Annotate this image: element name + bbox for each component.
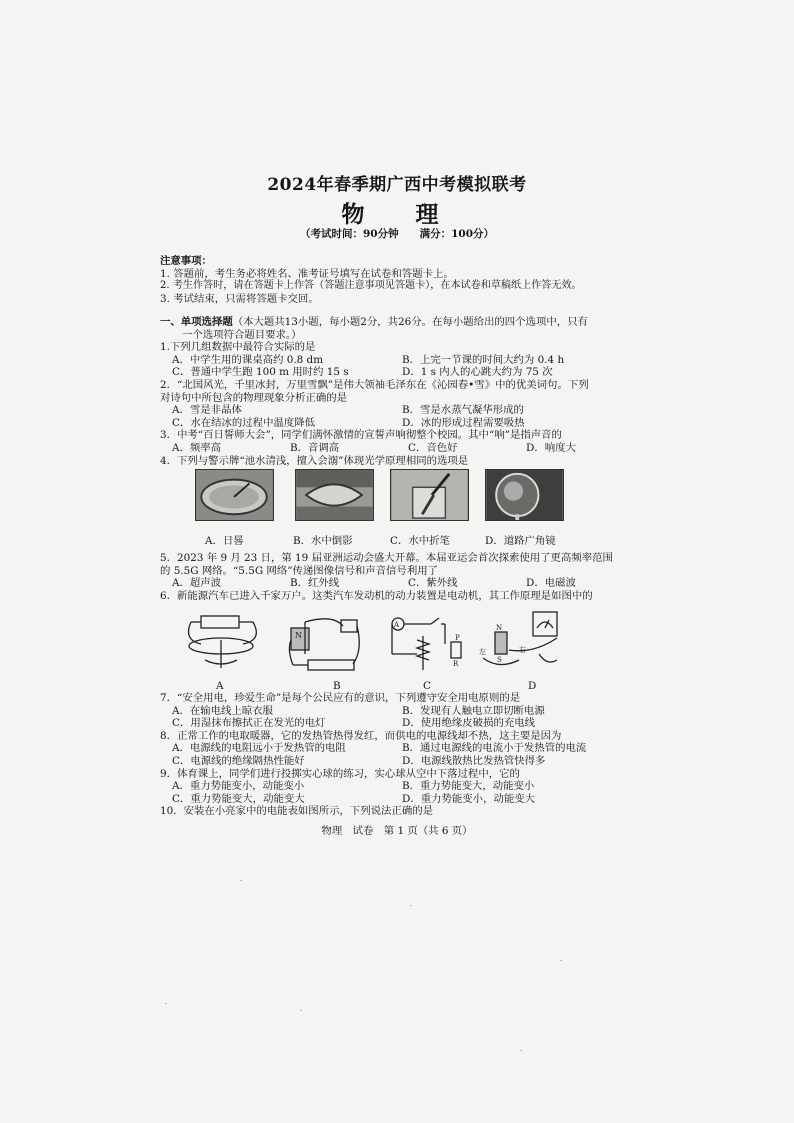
question-options bbox=[160, 742, 620, 767]
option: B．重力势能变大，动能变小 bbox=[402, 780, 535, 793]
q6-label-d: D bbox=[528, 680, 537, 692]
diagram-d-left: 左 bbox=[479, 648, 486, 656]
question-options bbox=[160, 705, 620, 730]
option: C．用湿抹布擦拭正在发光的电灯 bbox=[172, 717, 326, 730]
exam-title: 2024年春季期广西中考模拟联考 bbox=[267, 175, 527, 195]
question-stem: 1.下列几组数据中最符合实际的是 bbox=[160, 341, 316, 354]
option: A．频率高 bbox=[172, 441, 222, 454]
option: B．音调高 bbox=[290, 441, 340, 454]
water-reflection-photo bbox=[295, 469, 374, 521]
question-stem: 10．安装在小亮家中的电能表如图所示，下列说法正确的是 bbox=[160, 805, 433, 818]
scan-speck bbox=[165, 1003, 167, 1004]
q4-option-a: A．日晷 bbox=[205, 535, 244, 547]
option: B．通过电源线的电流小于发热管的电流 bbox=[402, 742, 587, 755]
scan-speck bbox=[240, 880, 242, 881]
section-1 bbox=[160, 316, 620, 467]
q6-diagrams bbox=[183, 610, 563, 682]
option: A．电源线的电阻远小于发热管的电阻 bbox=[172, 742, 346, 755]
bent-pencil-photo bbox=[390, 469, 469, 521]
section-heading: 一、单项选择题 bbox=[160, 316, 233, 328]
section-heading-line bbox=[160, 316, 620, 329]
option: D．电磁波 bbox=[526, 577, 576, 590]
diagram-c bbox=[392, 618, 461, 670]
diagram-c-ammeter: A bbox=[394, 621, 400, 629]
diagram-d-s: S bbox=[497, 656, 502, 664]
scan-speck bbox=[410, 905, 412, 906]
exam-meta: （考试时间：90分钟 满分：100分） bbox=[299, 228, 495, 240]
section-desc-2: 一个选项符合题目要求。） bbox=[182, 328, 302, 341]
q6-label-c: C bbox=[423, 680, 431, 692]
q6-label-b: B bbox=[333, 680, 341, 692]
option: C．电源线的绝缘隔热性能好 bbox=[172, 754, 305, 767]
option: B．红外线 bbox=[290, 577, 340, 590]
option: A．中学生用的课桌高约 0.8 dm bbox=[172, 353, 324, 366]
question-stem: 2．“北国风光，千里冰封，万里雪飘”是伟大领袖毛泽东在《沁园春•雪》中的优美词句。下列 bbox=[160, 378, 589, 391]
q6-label-a: A bbox=[216, 680, 224, 692]
question-stem-2: 的 5.5G 网络。“5.5G 网络”传递图像信号和声音信号利用了 bbox=[160, 564, 438, 577]
question-stem-2: 对诗句中所包含的物理现象分析正确的是 bbox=[160, 391, 348, 404]
question-stem: 6．新能源汽车已进入千家万户。这类汽车发动机的动力装置是电动机，其工作原理是如图中的 bbox=[160, 589, 593, 602]
page-footer: 物理 试卷 第 1 页（共 6 页） bbox=[321, 825, 473, 837]
questions-7-10 bbox=[160, 692, 620, 818]
note-item: 1. 答题前，考生务必将姓名、准考证号填写在试卷和答题卡上。 bbox=[160, 267, 454, 280]
scan-speck bbox=[300, 1010, 302, 1011]
diagram-d-n: N bbox=[496, 624, 503, 632]
q4-option-d: D．道路广角镜 bbox=[485, 535, 556, 547]
question-options bbox=[160, 442, 620, 455]
option: D．冰的形成过程需要吸热 bbox=[402, 416, 525, 429]
diagram-a bbox=[189, 616, 257, 668]
q4-option-b: B．水中倒影 bbox=[293, 535, 353, 547]
option: D．1 s 内人的心跳大约为 75 次 bbox=[402, 366, 553, 379]
option: A．超声波 bbox=[172, 577, 222, 590]
scan-speck bbox=[560, 960, 562, 961]
question-options bbox=[160, 577, 620, 590]
question-stem: 4．下列与警示牌“池水清浅，擅入会溺”体现光学原理相同的选项是 bbox=[160, 454, 469, 467]
option: D．响度大 bbox=[526, 441, 576, 454]
question-options bbox=[160, 780, 620, 805]
question-stem: 7．“安全用电，珍爱生命”是每个公民应有的意识，下列遵守安全用电原则的是 bbox=[160, 692, 521, 704]
diagram-c-r: R bbox=[453, 660, 459, 668]
diagram-d bbox=[483, 612, 557, 665]
section-desc: （本大题共13小题，每小题2分，共26分。在每小题给出的四个选项中，只有 bbox=[232, 316, 588, 328]
sundial-photo bbox=[195, 469, 274, 521]
question-stem: 5．2023 年 9 月 23 日，第 19 届亚洲运动会盛大开幕。本届亚运会首次探索使用了更高频率范围 bbox=[160, 552, 613, 564]
questions-5-6 bbox=[160, 552, 620, 602]
question-stem: 9．体育课上，同学们进行投掷实心球的练习，实心球从空中下落过程中，它的 bbox=[160, 767, 520, 780]
option: C．重力势能变大，动能变大 bbox=[172, 792, 305, 805]
option: D．使用绝缘皮破损的充电线 bbox=[402, 717, 536, 730]
note-item: 3. 考试结束，只需将答题卡交回。 bbox=[160, 292, 319, 305]
option: C．水在结冰的过程中温度降低 bbox=[172, 416, 316, 429]
question-options bbox=[160, 404, 620, 429]
option: C．紫外线 bbox=[408, 577, 458, 590]
question-stem: 8．正常工作的电取暖器，它的发热管热得发红，而供电的电源线却不热，这主要是因为 bbox=[160, 729, 562, 742]
option: D．电源线散热比发热管快得多 bbox=[402, 754, 546, 767]
diagram-b bbox=[289, 619, 359, 670]
option: B．上完一节课的时间大约为 0.4 h bbox=[402, 353, 565, 366]
option: B．雪是水蒸气凝华形成的 bbox=[402, 404, 524, 417]
option: C．音色好 bbox=[408, 441, 458, 454]
notes-title: 注意事项： bbox=[160, 255, 212, 267]
q4-photo-row bbox=[195, 469, 575, 524]
question-options bbox=[160, 354, 620, 379]
option: A．在输电线上晾衣服 bbox=[172, 704, 274, 717]
option: C．普通中学生跑 100 m 用时约 15 s bbox=[172, 366, 349, 379]
scan-speck bbox=[520, 1050, 522, 1051]
diagram-b-n: N bbox=[295, 631, 302, 640]
option: B．发现有人触电立即切断电源 bbox=[402, 704, 545, 717]
subject-title: 物 理 bbox=[341, 201, 453, 228]
notes-section bbox=[160, 255, 620, 305]
option: A．雪是非晶体 bbox=[172, 404, 242, 417]
q4-option-c: C．水中折笔 bbox=[390, 535, 450, 547]
diagram-d-right: 右 bbox=[519, 646, 526, 654]
diagram-c-p: P bbox=[455, 634, 460, 642]
question-stem: 3．中考“百日誓师大会”，同学们满怀激情的宣誓声响彻整个校园。其中“响”是指声音的 bbox=[160, 429, 562, 442]
convex-mirror-photo bbox=[485, 469, 564, 521]
option: D．重力势能变小，动能变大 bbox=[402, 792, 536, 805]
option: A．重力势能变小，动能变小 bbox=[172, 780, 305, 793]
note-item: 2. 考生作答时，请在答题卡上作答（答题注意事项见答题卡），在本试卷和草稿纸上作答无效。 bbox=[160, 280, 582, 292]
